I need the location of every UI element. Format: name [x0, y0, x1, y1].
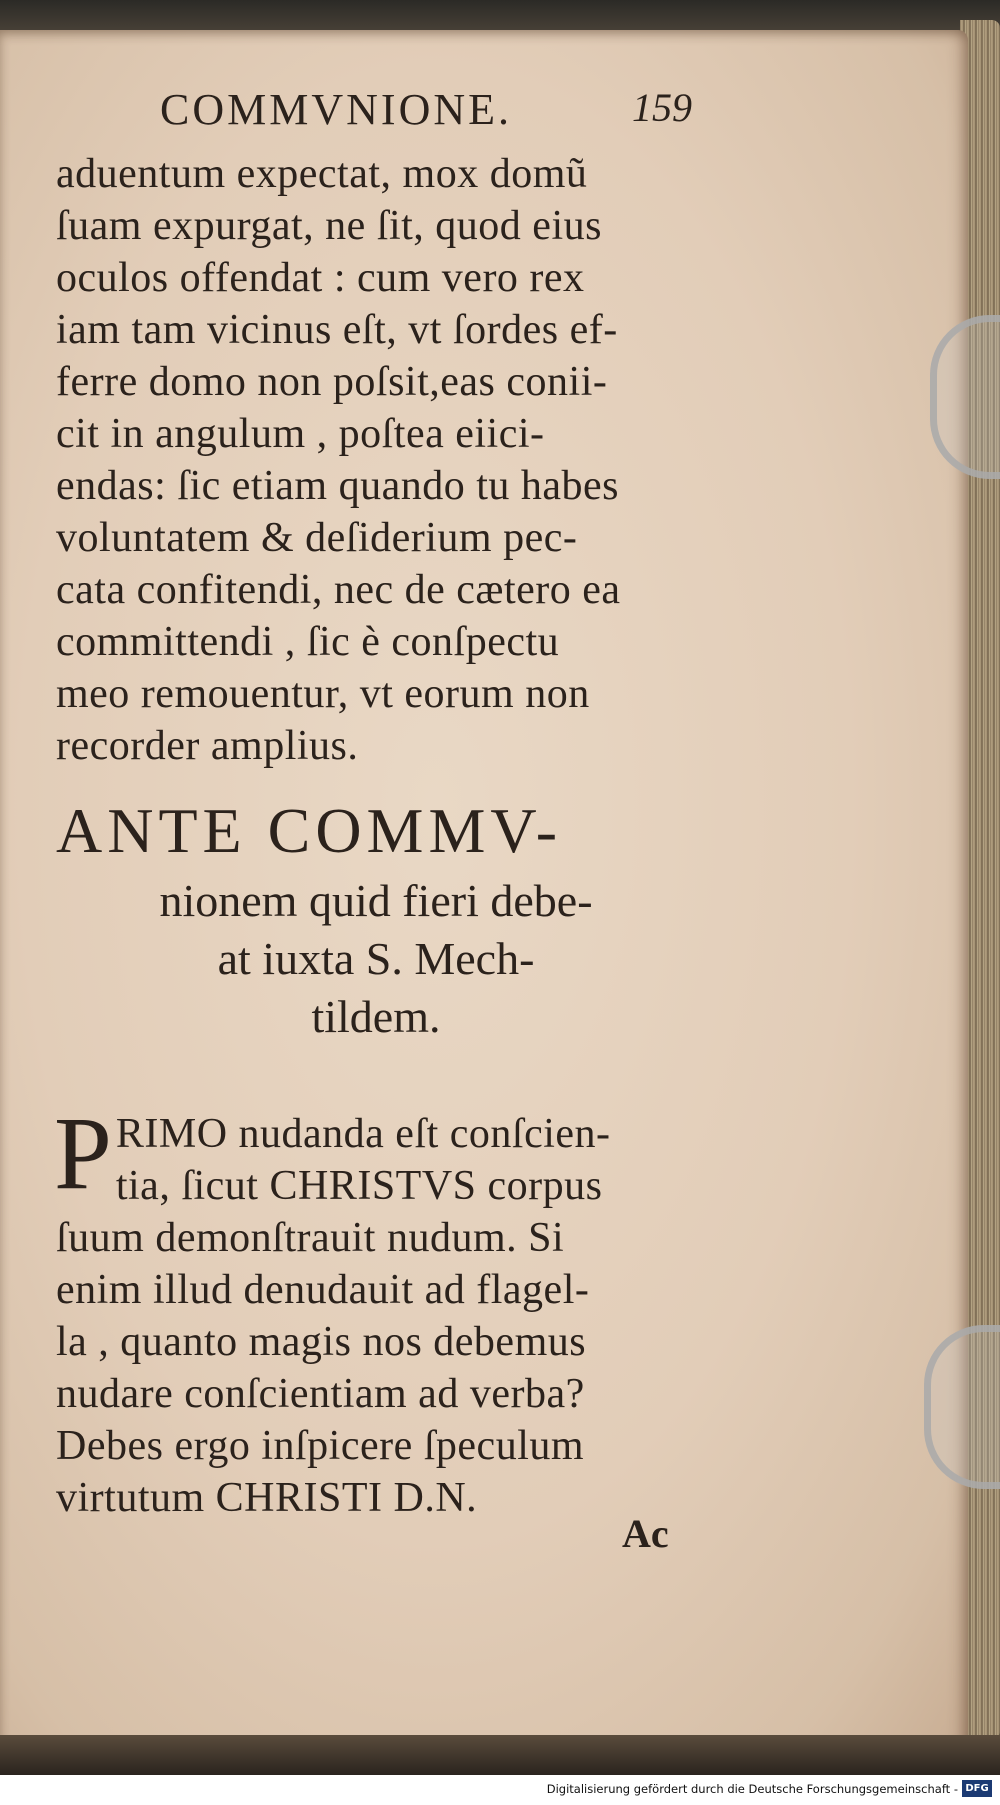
text-line: oculos offendat : cum vero rex — [56, 255, 585, 301]
text-line: ferre domo non poſsit,eas conii- — [56, 359, 608, 405]
heading-line: nionem quid fieri debe- — [159, 875, 593, 926]
heading-main: ANTE COMMV- — [56, 795, 562, 866]
text-line: voluntatem & deſiderium pec- — [56, 515, 578, 561]
page-number: 159 — [632, 85, 692, 130]
text-line: meo remouentur, vt eorum non — [56, 671, 590, 717]
text-line: enim illud denudauit ad flagel- — [56, 1267, 590, 1313]
running-head: COMMVNIONE. — [160, 85, 512, 134]
text-line: cata confitendi, nec de cætero ea — [56, 567, 621, 613]
scanner-top-band — [0, 0, 1000, 34]
catchword: Ac — [622, 1511, 669, 1556]
paragraph-continuation — [56, 148, 696, 772]
text-line: la , quanto magis nos debemus — [56, 1319, 587, 1365]
text-line: Debes ergo inſpicere ſpeculum — [56, 1423, 585, 1469]
scanner-bottom-band — [0, 1735, 1000, 1775]
text-line: RIMO nudanda eſt conſcien- — [115, 1111, 611, 1157]
text-line: tia, ſicut CHRISTVS corpus — [115, 1163, 603, 1209]
text-line: ſuum demonſtrauit nudum. Si — [56, 1215, 565, 1261]
text-line: ſuam expurgat, ne ſit, quod eius — [56, 203, 602, 249]
page-clip-lower — [924, 1325, 1000, 1489]
dfg-logo-icon: DFG — [962, 1780, 992, 1797]
drop-cap: P — [54, 1096, 112, 1211]
section-heading — [56, 790, 696, 1046]
text-line: committendi , ſic è conſpectu — [56, 619, 560, 665]
text-line: iam tam vicinus eſt, vt ſordes ef- — [56, 307, 618, 353]
text-line: nudare conſcientiam ad verba? — [56, 1371, 585, 1417]
text-line: aduentum expectat, mox domũ — [56, 151, 588, 197]
text-line: recorder amplius. — [56, 723, 359, 769]
paragraph-primo — [54, 1096, 696, 1524]
funding-credit: Digitalisierung gefördert durch die Deutsche Forschungsgemeinschaft - — [546, 1782, 958, 1796]
text-line: endas: ſic etiam quando tu habes — [56, 463, 620, 509]
text-line: virtutum CHRISTI D.N. — [56, 1475, 478, 1521]
heading-line: at iuxta S. Mech- — [217, 933, 535, 984]
heading-line: tildem. — [311, 991, 441, 1042]
text-line: cit in angulum , poſtea eiici- — [56, 411, 545, 457]
